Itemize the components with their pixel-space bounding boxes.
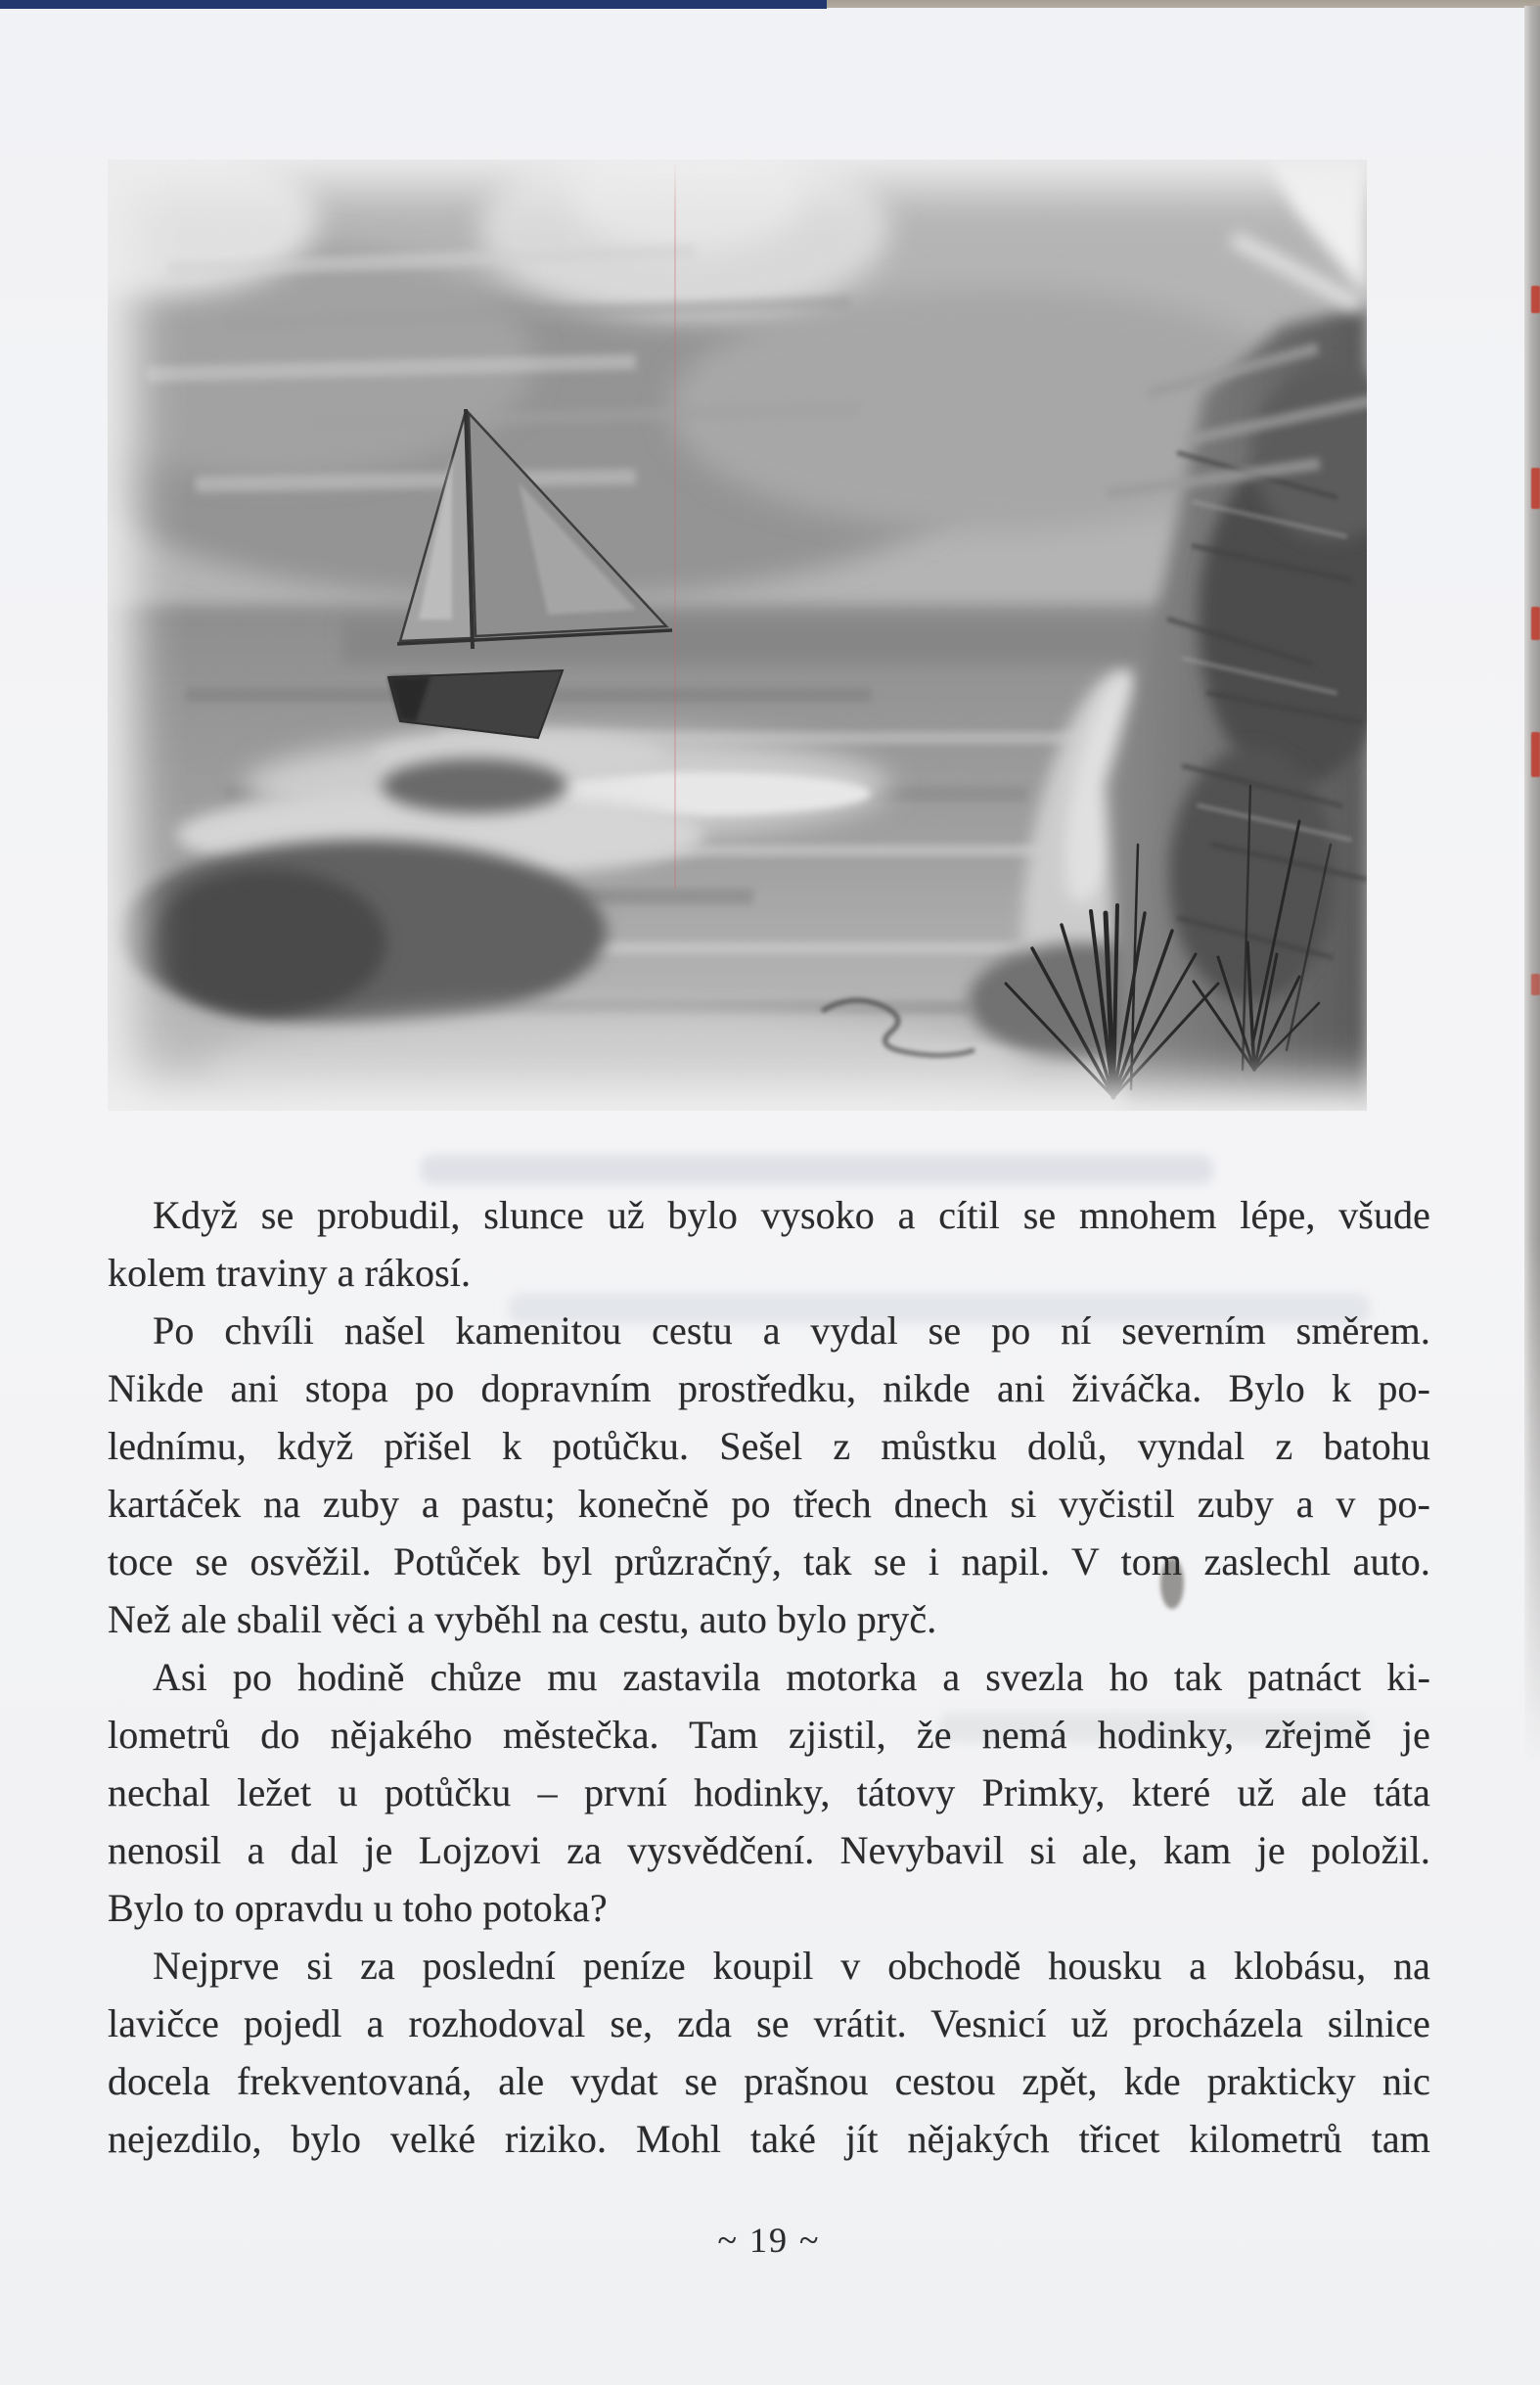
body-text-line: toce se osvěžil. Potůček byl průzračný, tak se i napil. V tom zaslechl auto. xyxy=(108,1539,1430,1583)
bleed-through-text xyxy=(421,1155,1213,1184)
body-text-line: nenosil a dal je Lojzovi za vysvědčení. Nevybavil si ale, kam je položil. xyxy=(108,1828,1430,1872)
red-edge-mark xyxy=(1531,607,1540,640)
body-text-line: nechal ležet u potůčku – první hodinky, tátovy Primky, které už ale táta xyxy=(108,1770,1430,1814)
body-text-line: Když se probudil, slunce už bylo vysoko a cítil se mnohem lépe, všude xyxy=(153,1193,1430,1237)
red-edge-mark xyxy=(1531,732,1540,777)
body-text-line: kolem traviny a rákosí. xyxy=(108,1251,472,1295)
page-right-edge xyxy=(1524,6,1540,1767)
body-text-line: lednímu, když přišel k potůčku. Sešel z můstku dolů, vyndal z batohu xyxy=(108,1424,1430,1468)
body-text-line: Nikde ani stopa po dopravním prostředku, nikde ani živáčka. Bylo k po- xyxy=(108,1366,1430,1410)
book-top-edge-navy xyxy=(0,0,827,9)
red-edge-mark xyxy=(1531,286,1540,313)
book-top-edge-tan xyxy=(827,0,1540,8)
body-text-line: lavičce pojedl a rozhodoval se, zda se vrátit. Vesnicí už procházela silnice xyxy=(108,2001,1430,2045)
body-text-line: Po chvíli našel kamenitou cestu a vydal se po ní severním směrem. xyxy=(153,1308,1430,1353)
body-text-line: lometrů do nějakého městečka. Tam zjistil, že nemá hodinky, zřejmě je xyxy=(108,1713,1430,1757)
body-text-line: Než ale sbalil věci a vyběhl na cestu, auto bylo pryč. xyxy=(108,1597,937,1641)
body-text-line: nejezdilo, bylo velké riziko. Mohl také jít nějakých třicet kilometrů tam xyxy=(108,2117,1430,2161)
red-edge-mark xyxy=(1531,974,1540,995)
body-text-line: Nejprve si za poslední peníze koupil v obchodě housku a klobásu, na xyxy=(153,1944,1430,1988)
body-text-line: docela frekventovaná, ale vydat se prašnou cestou zpět, kde prakticky nic xyxy=(108,2059,1430,2103)
body-text-line: Bylo to opravdu u toho potoka? xyxy=(108,1886,608,1930)
page-number: ~ 19 ~ xyxy=(717,2221,821,2260)
body-text-line: Asi po hodině chůze mu zastavila motorka a svezla ho tak patnáct ki- xyxy=(153,1655,1430,1699)
body-text xyxy=(108,1186,1430,2168)
red-edge-mark xyxy=(1531,468,1540,509)
seascape-illustration xyxy=(108,160,1367,1111)
scan-grain xyxy=(108,160,1367,1111)
body-text-line: kartáček na zuby a pastu; konečně po třech dnech si vyčistil zuby a v po- xyxy=(108,1482,1430,1526)
